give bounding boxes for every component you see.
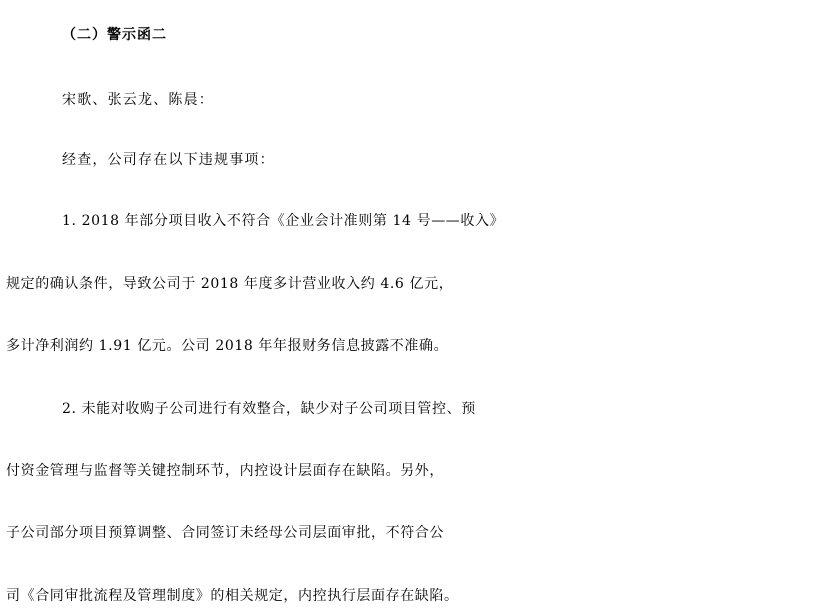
addressee-line: 宋歌、张云龙、陈晨： <box>62 92 214 108</box>
item2-line-3: 子公司部分项目预算调整、合同签订未经母公司层面审批，不符合公 <box>6 525 444 541</box>
section-heading: （二）警示函二 <box>62 27 167 43</box>
item1-line-2: 规定的确认条件，导致公司于 2018 年度多计营业收入约 4.6 亿元， <box>6 276 454 292</box>
item2-line-4: 司《合同审批流程及管理制度》的相关规定，内控执行层面存在缺陷。 <box>6 588 459 604</box>
item1-line-3: 多计净利润约 1.91 亿元。公司 2018 年年报财务信息披露不准确。 <box>6 338 449 354</box>
intro-line: 经查，公司存在以下违规事项： <box>62 152 275 168</box>
item1-line-1: 1. 2018 年部分项目收入不符合《企业会计准则第 14 号——收入》 <box>62 213 505 229</box>
item2-line-2: 付资金管理与监督等关键控制环节，内控设计层面存在缺陷。另外， <box>6 463 444 479</box>
item2-line-1: 2. 未能对收购子公司进行有效整合，缺少对子公司项目管控、预 <box>62 401 476 417</box>
